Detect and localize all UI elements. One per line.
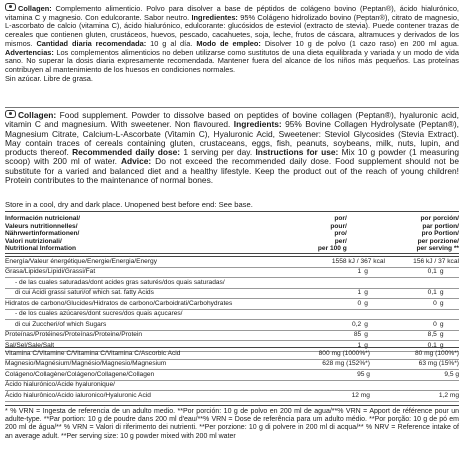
table-row: - de las cuales saturadas/dont acides gras saturés/dos quais saturadas/ [5,278,459,289]
table-row: - de los cuales azúcares/dont sucres/dos quais açucares/ [5,309,459,320]
table-row: Proteínas/Protéines/Proteínas/Proteine/Protein 85 g 8,5 g [5,330,459,341]
storage-note: Store in a cool, dry and dark place. Unopened best before end: See base. [5,200,253,209]
table-row: Ácido hialurônico/Acido ialuronico/Hyaluronic Acid 12 mg 1,2 mg [5,391,459,402]
english-paragraph: Collagen: Food supplement. Powder to dissolve based on peptides of bovine collagen (Peptan®), hyaluronic acid, vitamin C and magnesium. With sweetener. Non flavoured. Ingredients: 95% Bovine Collagen Hydrolysate (Peptan®), Magnesium Citrate, Calcium-L-Ascorbate (Vitamin C), Hyaluronic Acid, Sweetener: Steviol Glycosides (Stevia Extract). May contain traces of cereals containing gluten, crustaceans, eggs, fish, peanuts, soybeans, milk, nuts, lupin, and products thereof. Recommended daily dose: 1 serving per day. Instructions for use: Mix 10 g powder (1 measuring scoop) with 200 ml of water. Advice: Do not exceed the recommended daily dose. Food supplement should not be substitute for a varied and balanced diet and a healthy lifestyle. Keep the product out of the reach of young children! Protein contributes to the maintenance of normal bones. [5,110,459,186]
table-row: Sal/Sel/Sale/Salt 1 g 0,1 g [5,341,459,352]
language-flag-icon [5,110,16,118]
table-header-per-serving: por porción/ par portion/ pro Portion/ per porzione/ per serving ** [416,215,459,253]
nutrition-table [5,215,459,254]
table-row: di cui Acidi grassi saturi/of which sat. fatty Acids 1 g 0,1 g [5,288,459,299]
divider [5,405,459,406]
table-row: Vitamina C/Vitamine C/Vitamina C/Vitamina C/Ascorbic Acid 800 mg (1000%*) 80 mg (100%*) [5,349,459,359]
spanish-paragraph: Collagen: Complemento alimenticio. Polvo para disolver a base de péptidos de colágeno bovino (Peptan®), ácido hialurónico, vitamina C y magnesio. Con edulcorante. Sabor neutro. Ingredientes: 95% Colágeno hidrolizado bovino (Peptan®), citrato de magnesio, L-ascorbato de calcio (vitamina C), ácido hialurónico, edulcorante: glucósidos de esteviol (extracto de stevia). Puede contener trazas de cereales que contienen gluten, crustáceos, huevos, pescado, cacahuetes, soja, leche, frutos de cáscara, altramuces y derivados de los mismos. Cantidad diaria recomendada: 10 g al día. Modo de empleo: Disolver 10 g de polvo (1 cazo raso) en 200 ml agua. Advertencias: Los complementos alimenticios no deben utilizarse como sustitutos de una dieta equilibrada y variada y un modo de vida sano. No superar la dosis diaria expresamente recomendada. Mantener fuera del alcance de los niños más pequeños. Las proteínas contribuyen al mantenimiento de los huesos en condiciones normales. [5,4,459,74]
table-row: Ácido hialurónico/Acide hyaluronique/ [5,380,459,391]
vitamin-rows [5,349,459,402]
divider [5,211,459,212]
english-description [5,110,459,185]
table-row: di cui Zuccheri/of which Sugars 0,2 g 0 g [5,320,459,331]
spanish-description [5,3,459,83]
nutrition-rows [5,257,459,352]
divider [5,107,459,108]
divider [5,347,459,348]
table-header-per-100g: por/ pour/ pro/ per/ per 100 g [317,215,347,253]
footnote: * % VRN = Ingesta de referencia de un adulto medio. **Por porción: 10 g de polvo en 200 ml de agua/**% VRN = Apport de référence pour un adulte-type. **Par portion: 10 g de poudre dans 200 ml d'eau/**% VRN = Dose de referência para um adulto médio. **Por porção: 10 g de pó em 200 ml de água/** % VRN = Valori di riferimento dei nutrienti. **Per porzione: 10 g di polvere in 200 ml di acqua/** % NRV = Reference intake of an average adult. **Per serving size: 10 g powder mixed with 200 ml water [5,408,459,440]
table-row: Energía/Valeur énergétique/Energie/Energia/Energy 1558 kJ / 367 kcal 156 kJ / 37 kcal [5,257,459,267]
table-row: Colágeno/Collagène/Colágeno/Collagene/Collagen 95 g 9,5 g [5,370,459,381]
language-flag-icon [5,3,16,11]
table-row: Grasa/Lipides/Lipidi/Grassi/Fat 1 g 0,1 g [5,267,459,278]
table-header-label: Información nutricional/ Valeurs nutritionnelles/ Nährwertinformationen/ Valori nutrizionali/ Nutritional Information [5,215,81,253]
table-row: Hidratos de carbono/Glucides/Hidratos de carbono/Carboidrati/Carbohydrates 0 g 0 g [5,299,459,310]
table-row: Magnesio/Magnésium/Magnésio/Magnesio/Magnesium 628 mg (152%*) 63 mg (15%*) [5,359,459,370]
spanish-sugar-line: Sin azúcar. Libre de grasa. [5,73,93,83]
